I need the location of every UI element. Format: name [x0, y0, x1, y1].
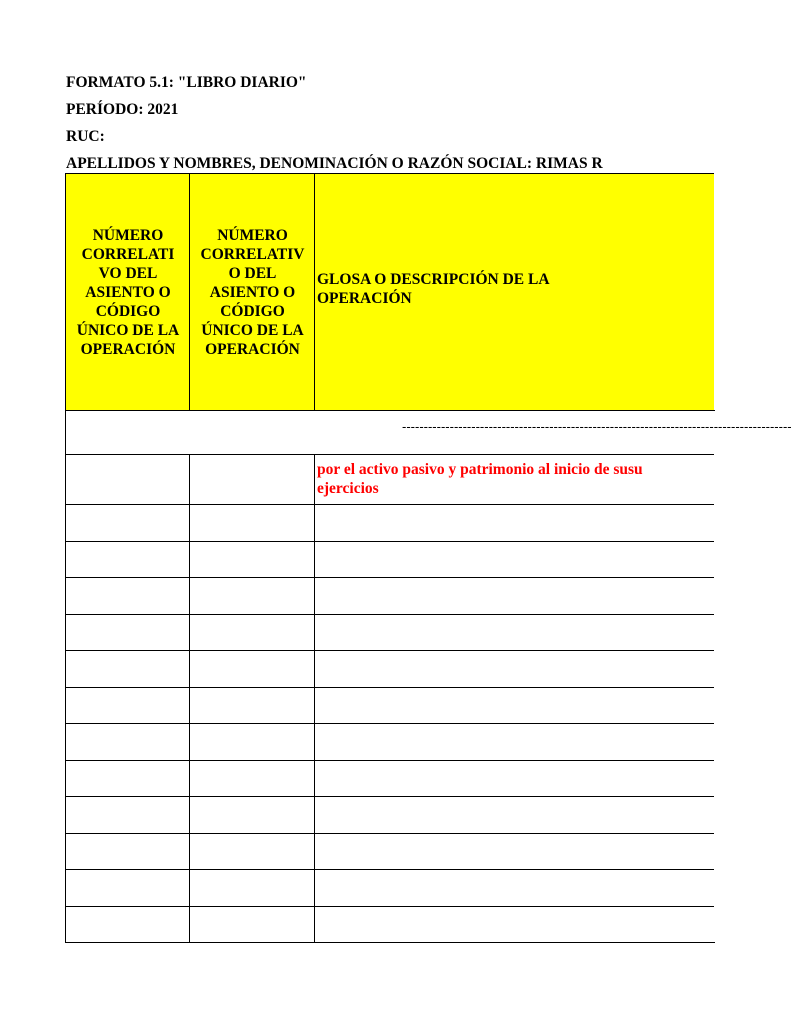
row-8-description[interactable] — [314, 760, 714, 798]
header-line: OPERACIÓN — [80, 341, 176, 358]
row-2-description[interactable] — [314, 541, 714, 579]
row-5-asiento-2[interactable] — [189, 650, 315, 688]
row-2-asiento-2[interactable] — [189, 541, 315, 579]
header-line: NÚMERO — [217, 227, 288, 244]
header-line: VO DEL — [98, 265, 158, 282]
row-0-asiento-2[interactable] — [189, 454, 315, 505]
header-line: OPERACIÓN — [317, 289, 412, 307]
row-1-description[interactable] — [314, 504, 714, 542]
row-7-asiento-2[interactable] — [189, 723, 315, 761]
header-line: ÚNICO DE LA — [76, 322, 180, 339]
row-0-asiento-1[interactable] — [65, 454, 190, 505]
row-8-asiento-2[interactable] — [189, 760, 315, 798]
ruc-line: RUC: — [66, 128, 105, 145]
row-6-asiento-1[interactable] — [65, 687, 190, 725]
row-7-description[interactable] — [314, 723, 714, 761]
header-line: CORRELATI — [81, 246, 175, 263]
row-10-asiento-2[interactable] — [189, 833, 315, 871]
row-12-asiento-1[interactable] — [65, 906, 190, 944]
row-2-asiento-1[interactable] — [65, 541, 190, 579]
row-9-asiento-1[interactable] — [65, 796, 190, 834]
row-12-asiento-2[interactable] — [189, 906, 315, 944]
row-7-asiento-1[interactable] — [65, 723, 190, 761]
row-0-description[interactable] — [314, 454, 714, 505]
row-4-asiento-2[interactable] — [189, 614, 315, 652]
row-4-asiento-1[interactable] — [65, 614, 190, 652]
header-line: CORRELATIV — [200, 246, 305, 263]
header-line: ÚNICO DE LA — [201, 322, 304, 339]
header-description — [314, 173, 714, 411]
table-bottom-border — [65, 942, 715, 943]
header-line: GLOSA O DESCRIPCIÓN DE LA — [317, 270, 550, 288]
header-line: CÓDIGO — [95, 303, 161, 320]
separator-row — [65, 410, 792, 454]
format-title: FORMATO 5.1: "LIBRO DIARIO" — [66, 74, 307, 91]
row-5-description[interactable] — [314, 650, 714, 688]
header-line: OPERACIÓN — [205, 341, 300, 358]
row-1-asiento-1[interactable] — [65, 504, 190, 542]
row-9-asiento-2[interactable] — [189, 796, 315, 834]
row-3-description[interactable] — [314, 577, 714, 615]
header-line: NÚMERO — [92, 227, 164, 244]
description-text: por el activo pasivo y patrimonio al inicio de susu ejercicios — [317, 461, 643, 497]
header-line: ASIENTO O — [85, 284, 171, 301]
row-3-asiento-2[interactable] — [189, 577, 315, 615]
row-9-description[interactable] — [314, 796, 714, 834]
row-3-asiento-1[interactable] — [65, 577, 190, 615]
row-6-asiento-2[interactable] — [189, 687, 315, 725]
row-11-description[interactable] — [314, 869, 714, 907]
header-line: CÓDIGO — [220, 303, 285, 320]
business-name-line: APELLIDOS Y NOMBRES, DENOMINACIÓN O RAZÓN SOCIAL: RIMAS R — [66, 155, 603, 172]
row-10-asiento-1[interactable] — [65, 833, 190, 871]
header-line: O DEL — [228, 265, 277, 282]
header-line: ASIENTO O — [209, 284, 296, 301]
header-asiento-number-1 — [65, 173, 190, 411]
row-12-description[interactable] — [314, 906, 714, 944]
row-6-description[interactable] — [314, 687, 714, 725]
row-5-asiento-1[interactable] — [65, 650, 190, 688]
row-11-asiento-2[interactable] — [189, 869, 315, 907]
separator-dashes: ------------------------------------------------------------------------------------------ — [402, 419, 792, 434]
row-1-asiento-2[interactable] — [189, 504, 315, 542]
row-4-description[interactable] — [314, 614, 714, 652]
row-11-asiento-1[interactable] — [65, 869, 190, 907]
period-line: PERÍODO: 2021 — [66, 101, 179, 118]
row-10-description[interactable] — [314, 833, 714, 871]
libro-diario-table — [65, 173, 792, 941]
row-8-asiento-1[interactable] — [65, 760, 190, 798]
header-asiento-number-2 — [189, 173, 315, 411]
